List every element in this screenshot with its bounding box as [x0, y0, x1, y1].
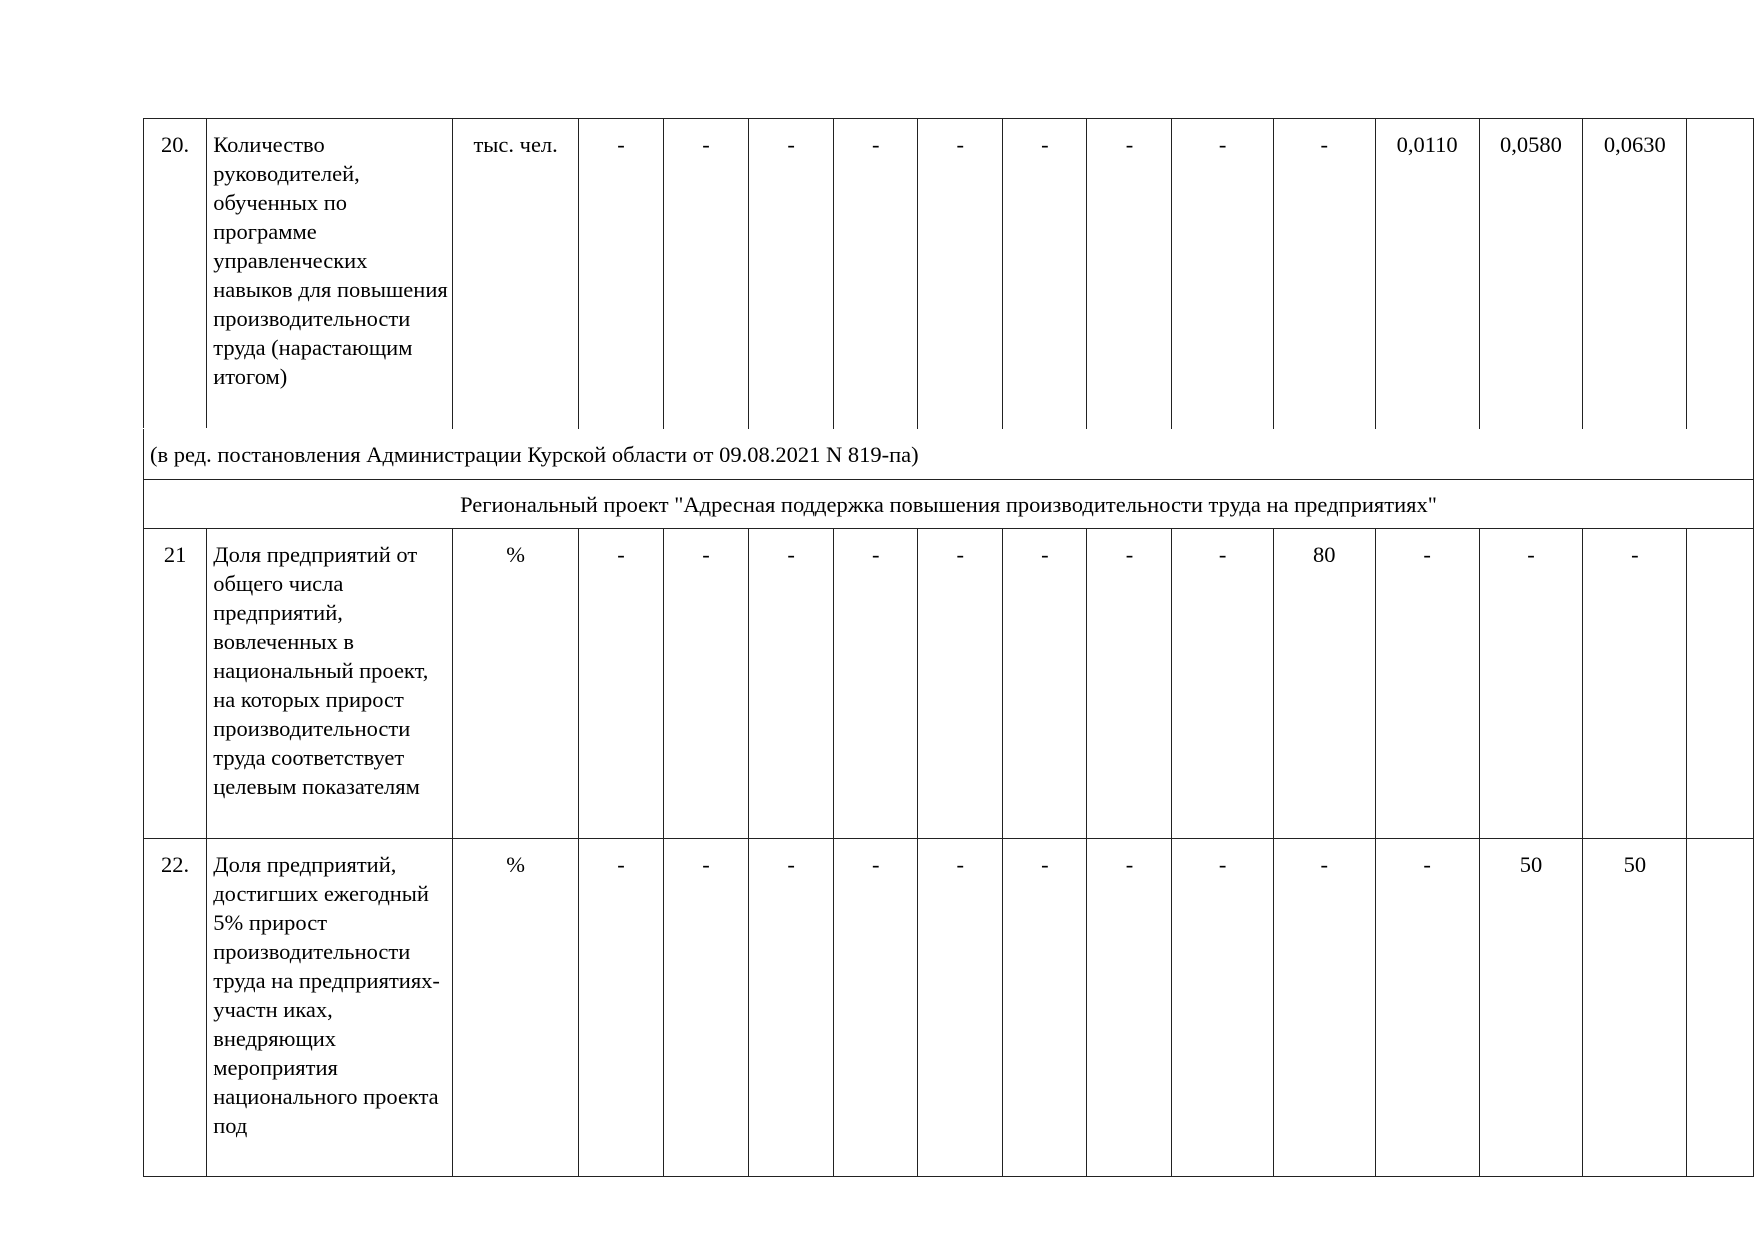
amendment-note-row — [144, 429, 1754, 480]
unit-of-measure: % — [453, 839, 579, 1177]
value-cell: - — [1087, 839, 1172, 1177]
indicator-name: Доля предприятий от общего числа предприятий, вовлеченных в национальный проект, на которых прирост производительности труда соответствует целевым показателям — [207, 529, 453, 839]
section-title: Региональный проект "Адресная поддержка повышения производительности труда на предприятиях" — [144, 480, 1754, 529]
value-cell: 80 — [1273, 529, 1375, 839]
value-cell: - — [834, 839, 918, 1177]
value-cell: - — [1172, 119, 1273, 429]
value-cell: - — [664, 119, 749, 429]
value-cell: 50 — [1583, 839, 1687, 1177]
value-cell: - — [1273, 119, 1375, 429]
unit-of-measure: тыс. чел. — [453, 119, 579, 429]
value-cell: - — [664, 529, 749, 839]
value-cell: - — [578, 529, 663, 839]
value-cell: - — [1003, 529, 1087, 839]
value-cell: 50 — [1479, 839, 1583, 1177]
row-number: 21 — [144, 529, 207, 839]
value-cell: - — [1003, 839, 1087, 1177]
table-row — [144, 529, 1754, 839]
value-cell: - — [1003, 119, 1087, 429]
value-cell: - — [578, 119, 663, 429]
value-cell: - — [1273, 839, 1375, 1177]
value-cell: - — [834, 529, 918, 839]
table-row — [144, 839, 1754, 1177]
value-cell: - — [749, 839, 834, 1177]
value-cell: 0,0580 — [1479, 119, 1583, 429]
value-cell: 0,0110 — [1375, 119, 1479, 429]
indicator-name: Доля предприятий, достигших ежегодный 5% прирост производительности труда на предприятиях-участн иках, внедряющих мероприятия национального проекта под — [207, 839, 453, 1177]
value-cell: - — [1087, 119, 1172, 429]
value-cell: - — [578, 839, 663, 1177]
value-cell: - — [918, 529, 1003, 839]
row-number: 22. — [144, 839, 207, 1177]
amendment-note: (в ред. постановления Администрации Курской области от 09.08.2021 N 819-па) — [144, 429, 1754, 480]
value-cell: 0,0630 — [1583, 119, 1687, 429]
indicators-table — [143, 118, 1754, 1177]
unit-of-measure: % — [453, 529, 579, 839]
value-cell — [1687, 839, 1754, 1177]
value-cell: - — [749, 529, 834, 839]
value-cell — [1687, 529, 1754, 839]
value-cell: - — [1087, 529, 1172, 839]
value-cell: - — [1172, 529, 1273, 839]
value-cell: - — [1172, 839, 1273, 1177]
row-number: 20. — [144, 119, 207, 429]
value-cell: - — [918, 119, 1003, 429]
value-cell: - — [1583, 529, 1687, 839]
value-cell: - — [918, 839, 1003, 1177]
indicator-name: Количество руководителей, обученных по программе управленческих навыков для повышения производительности труда (нарастающим итогом) — [207, 119, 453, 429]
value-cell: - — [1375, 529, 1479, 839]
section-header-row — [144, 480, 1754, 529]
value-cell: - — [1479, 529, 1583, 839]
value-cell: - — [1375, 839, 1479, 1177]
value-cell — [1687, 119, 1754, 429]
value-cell: - — [834, 119, 918, 429]
value-cell: - — [664, 839, 749, 1177]
value-cell: - — [749, 119, 834, 429]
table-row — [144, 119, 1754, 429]
